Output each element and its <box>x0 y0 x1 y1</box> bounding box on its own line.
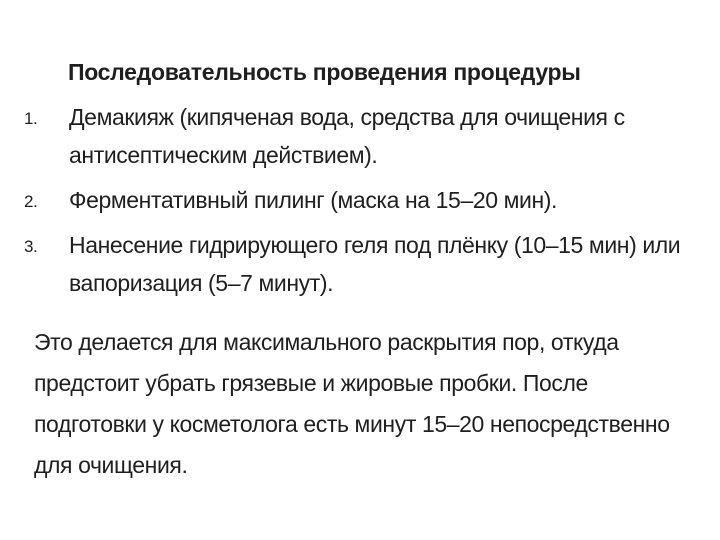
procedure-steps-list <box>24 98 704 309</box>
list-item <box>24 226 704 302</box>
step-number: 1. <box>24 109 38 128</box>
step-text: Демакияж (кипяченая вода, средства для очищения с антисептическим действием). <box>69 104 625 168</box>
step-number: 2. <box>24 192 38 211</box>
step-text: Нанесение гидрирующего геля под плёнку (10–15 мин) или вапоризация (5–7 минут). <box>69 232 681 296</box>
slide-title: Последовательность проведения процедуры <box>68 59 581 85</box>
step-text: Ферментативный пилинг (маска на 15–20 мин). <box>69 187 558 213</box>
explanation-paragraph: Это делается для максимального раскрытия пор, откуда предстоит убрать грязевые и жировые пробки. После подготовки у косметолога есть минут 15–20 непосредственно для очищения. <box>34 329 670 478</box>
list-item <box>24 181 704 219</box>
step-number: 3. <box>24 237 38 256</box>
list-item <box>24 98 704 174</box>
